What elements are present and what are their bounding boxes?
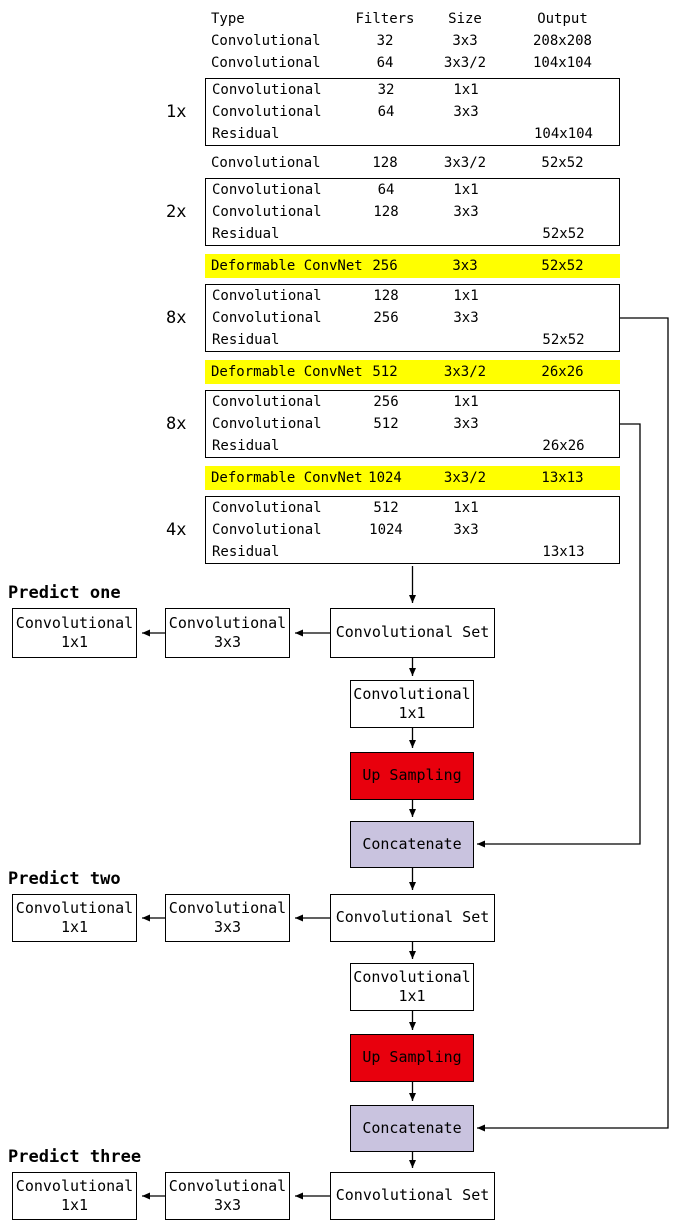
table-cell-size: 3x3 xyxy=(452,33,478,49)
up-sampling-box-2 xyxy=(350,1034,474,1082)
table-cell-type: Convolutional xyxy=(212,416,322,432)
table-cell-size: 3x3 xyxy=(453,310,479,326)
table-cell-filters: 1024 xyxy=(368,470,402,486)
kernel-label: 1x1 xyxy=(398,704,426,722)
predict-two-conv-3x3-box xyxy=(165,894,290,942)
kernel-label: 1x1 xyxy=(398,987,426,1005)
table-cell-type: Deformable ConvNet xyxy=(211,364,363,380)
layer-row xyxy=(205,52,620,74)
residual-block-group xyxy=(166,178,620,246)
group-layer-row xyxy=(206,223,621,245)
table-cell-type: Convolutional xyxy=(211,55,321,71)
up-sampling-box-1 xyxy=(350,752,474,800)
table-cell-size: 3x3 xyxy=(452,258,478,274)
conv-label: Convolutional xyxy=(15,898,134,917)
block-multiplier-label: 1x xyxy=(166,102,187,122)
residual-block-group xyxy=(166,78,620,146)
table-cell-filters: 64 xyxy=(377,182,395,198)
table-cell-type: Convolutional xyxy=(212,310,322,326)
table-cell-type: Convolutional xyxy=(212,288,322,304)
conv-label: Convolutional xyxy=(353,684,471,703)
table-cell-size: 3x3 xyxy=(453,522,479,538)
table-cell-filters: 128 xyxy=(373,204,399,220)
conv-label: Convolutional xyxy=(168,1176,287,1195)
deformable-convnet-row xyxy=(205,254,620,278)
mid-conv-1x1-box-1 xyxy=(350,680,474,728)
table-cell-size: 3x3 xyxy=(453,416,479,432)
predict-three-label: Predict three xyxy=(8,1147,142,1167)
table-cell-type: Deformable ConvNet xyxy=(211,470,363,486)
conv-label: Convolutional xyxy=(168,613,287,632)
table-cell-type: Convolutional xyxy=(212,522,322,538)
block-multiplier-label: 2x xyxy=(166,202,187,222)
predict-one-conv-3x3-box xyxy=(165,608,290,658)
predict-three-conv-1x1-box xyxy=(12,1172,137,1220)
table-cell-size: 1x1 xyxy=(453,182,479,198)
table-cell-type: Residual xyxy=(212,226,280,242)
up-sampling-label: Up Sampling xyxy=(362,1048,462,1067)
layer-row xyxy=(205,152,620,174)
predict-two-label: Predict two xyxy=(8,869,121,889)
concatenate-label: Concatenate xyxy=(362,834,462,853)
table-cell-output: 52x52 xyxy=(541,155,584,171)
table-cell-filters: Filters xyxy=(355,11,415,27)
residual-block-group xyxy=(166,496,620,564)
group-layer-row xyxy=(206,391,621,413)
table-cell-filters: 512 xyxy=(373,500,399,516)
table-cell-output: 104x104 xyxy=(533,126,593,142)
table-cell-filters: 32 xyxy=(376,33,394,49)
table-cell-type: Deformable ConvNet xyxy=(211,258,363,274)
table-cell-type: Convolutional xyxy=(212,204,322,220)
deformable-convnet-row xyxy=(205,466,620,490)
group-layer-row xyxy=(206,285,621,307)
table-cell-size: 1x1 xyxy=(453,394,479,410)
block-multiplier-label: 8x xyxy=(166,414,187,434)
table-cell-size: 3x3 xyxy=(453,204,479,220)
kernel-label: 3x3 xyxy=(213,1196,242,1214)
table-cell-type: Convolutional xyxy=(212,104,322,120)
conv-set-label: Convolutional Set xyxy=(335,1186,490,1205)
table-cell-size: 1x1 xyxy=(453,82,479,98)
table-cell-output: 104x104 xyxy=(532,55,592,71)
group-layer-row xyxy=(206,101,621,123)
table-cell-size: 3x3/2 xyxy=(443,155,487,171)
table-cell-type: Convolutional xyxy=(212,82,322,98)
table-cell-output: Output xyxy=(537,11,588,27)
table-cell-filters: 512 xyxy=(372,364,398,380)
table-cell-size: 1x1 xyxy=(453,500,479,516)
group-layer-row xyxy=(206,201,621,223)
table-cell-size: 3x3 xyxy=(453,104,479,120)
table-cell-filters: 256 xyxy=(373,394,399,410)
table-cell-filters: 64 xyxy=(376,55,394,71)
table-cell-size: 3x3/2 xyxy=(443,55,487,71)
table-cell-output: 26x26 xyxy=(542,438,585,454)
table-cell-filters: 1024 xyxy=(369,522,403,538)
conv-set-label: Convolutional Set xyxy=(335,623,490,642)
predict-one-label: Predict one xyxy=(8,583,121,603)
table-cell-output: 13x13 xyxy=(541,470,584,486)
table-cell-filters: 128 xyxy=(372,155,398,171)
block-multiplier-label: 4x xyxy=(166,520,187,540)
concatenate-label: Concatenate xyxy=(362,1118,462,1137)
table-cell-filters: 256 xyxy=(373,310,399,326)
table-cell-size: 3x3/2 xyxy=(443,470,487,486)
table-cell-type: Residual xyxy=(212,438,280,454)
table-cell-filters: 128 xyxy=(373,288,399,304)
table-cell-size: 1x1 xyxy=(453,288,479,304)
residual-block-group xyxy=(166,284,620,352)
convolutional-set-box-2 xyxy=(330,894,495,942)
group-layer-row xyxy=(206,179,621,201)
table-cell-type: Convolutional xyxy=(211,33,321,49)
table-header-row xyxy=(205,8,620,30)
up-sampling-label: Up Sampling xyxy=(362,766,462,785)
group-layer-row xyxy=(206,329,621,351)
kernel-label: 1x1 xyxy=(60,633,89,651)
conv-label: Convolutional xyxy=(168,898,287,917)
block-multiplier-label: 8x xyxy=(166,308,187,328)
table-cell-type: Residual xyxy=(212,332,280,348)
predict-two-conv-1x1-box xyxy=(12,894,137,942)
kernel-label: 3x3 xyxy=(213,633,242,651)
group-layer-row xyxy=(206,307,621,329)
convolutional-set-box-1 xyxy=(330,608,495,658)
table-cell-output: 13x13 xyxy=(542,544,585,560)
table-cell-output: 52x52 xyxy=(541,258,584,274)
table-cell-type: Residual xyxy=(212,544,280,560)
table-cell-filters: 32 xyxy=(377,82,395,98)
table-cell-filters: 64 xyxy=(377,104,395,120)
table-cell-output: 208x208 xyxy=(532,33,592,49)
concatenate-box-2 xyxy=(350,1105,474,1152)
group-layer-row xyxy=(206,79,621,101)
table-cell-output: 26x26 xyxy=(541,364,584,380)
table-cell-type: Convolutional xyxy=(212,500,322,516)
kernel-label: 1x1 xyxy=(60,918,89,936)
mid-conv-1x1-box-2 xyxy=(350,963,474,1011)
kernel-label: 1x1 xyxy=(60,1196,89,1214)
concatenate-box-1 xyxy=(350,821,474,868)
table-cell-type: Convolutional xyxy=(212,182,322,198)
layer-row xyxy=(205,30,620,52)
table-cell-size: Size xyxy=(448,11,482,27)
conv-set-label: Convolutional Set xyxy=(335,908,490,927)
conv-label: Convolutional xyxy=(15,1176,134,1195)
table-cell-type: Convolutional xyxy=(212,394,322,410)
convolutional-set-box-3 xyxy=(330,1172,495,1220)
group-layer-row xyxy=(206,497,621,519)
table-cell-filters: 256 xyxy=(372,258,398,274)
conv-label: Convolutional xyxy=(15,613,134,632)
group-layer-row xyxy=(206,123,621,145)
predict-one-conv-1x1-box xyxy=(12,608,137,658)
group-layer-row xyxy=(206,413,621,435)
deformable-convnet-row xyxy=(205,360,620,384)
table-cell-type: Type xyxy=(211,11,245,27)
table-cell-output: 52x52 xyxy=(542,226,585,242)
group-layer-row xyxy=(206,519,621,541)
backbone-layer-table xyxy=(166,0,620,572)
predict-three-conv-3x3-box xyxy=(165,1172,290,1220)
table-cell-filters: 512 xyxy=(373,416,399,432)
table-cell-type: Convolutional xyxy=(211,155,321,171)
table-cell-size: 3x3/2 xyxy=(443,364,487,380)
group-layer-row xyxy=(206,435,621,457)
table-cell-type: Residual xyxy=(212,126,280,142)
group-layer-row xyxy=(206,541,621,563)
conv-label: Convolutional xyxy=(353,967,471,986)
residual-block-group xyxy=(166,390,620,458)
table-cell-output: 52x52 xyxy=(542,332,585,348)
kernel-label: 3x3 xyxy=(213,918,242,936)
